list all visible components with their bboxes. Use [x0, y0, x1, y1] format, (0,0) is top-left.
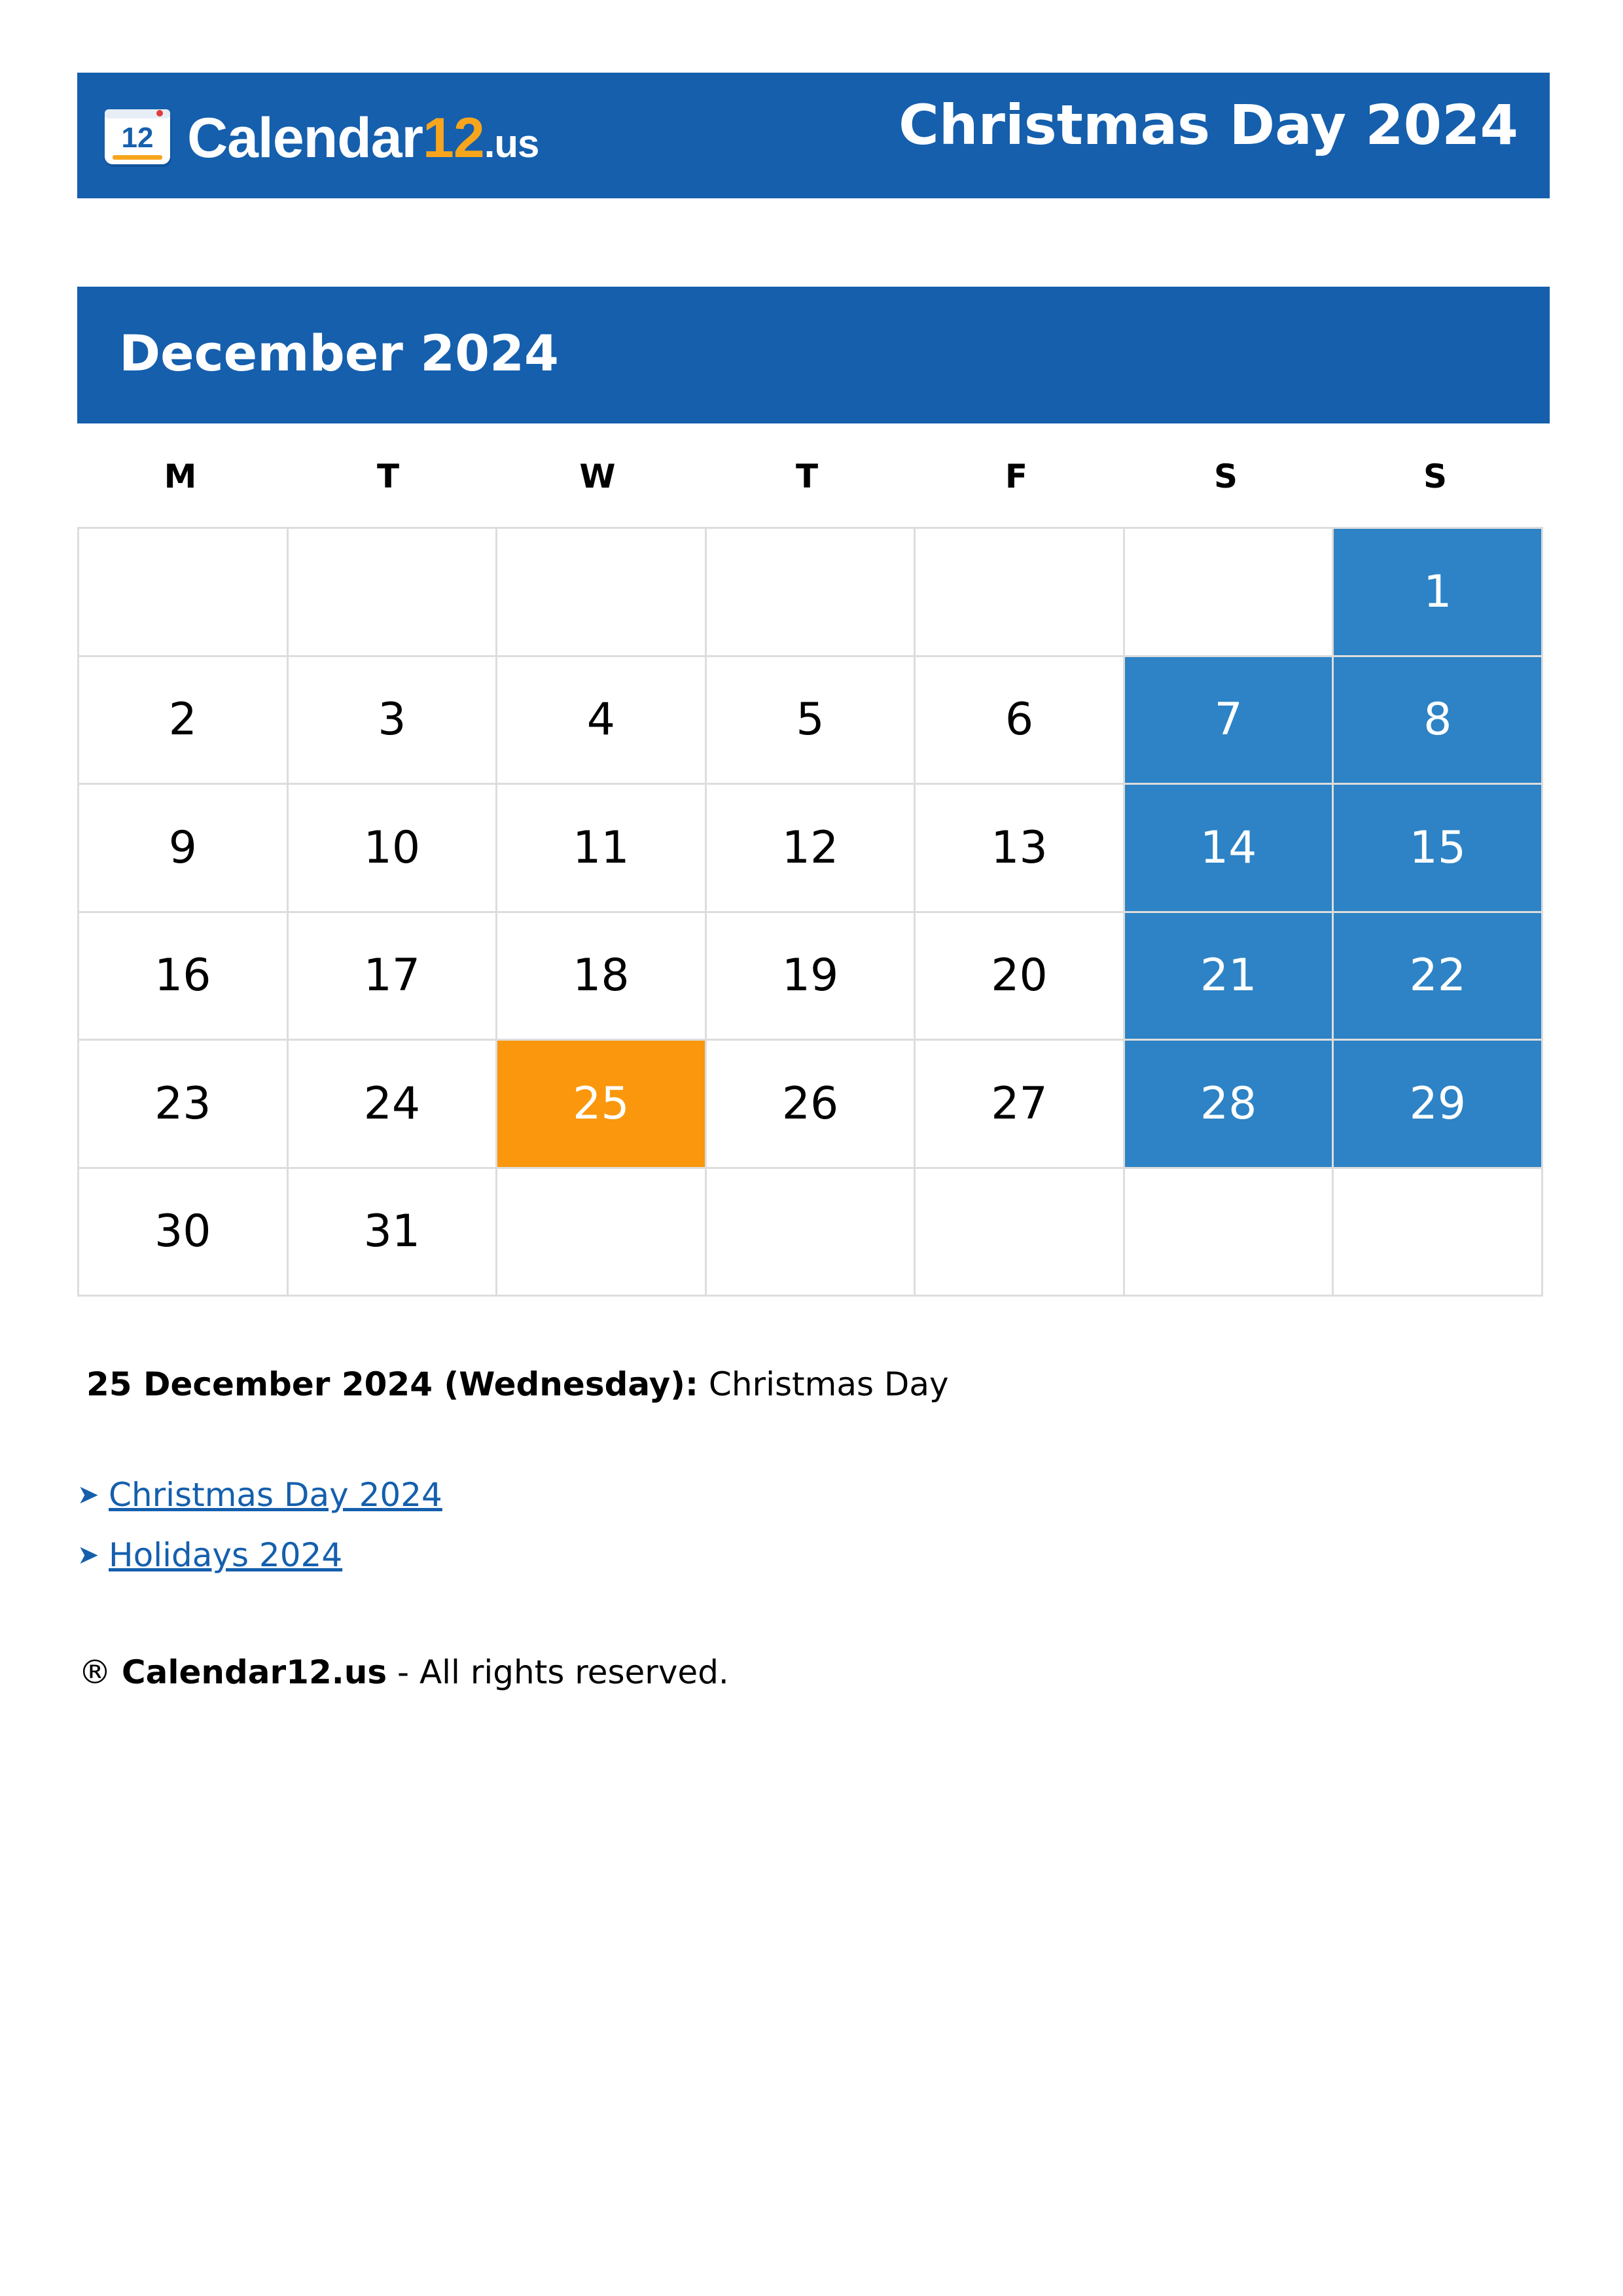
logo-wordmark [187, 107, 539, 170]
day-cell: 16 [79, 913, 289, 1041]
calendar-grid [77, 527, 1543, 1297]
list-item [77, 1465, 442, 1525]
day-cell-weekend: 22 [1334, 913, 1543, 1041]
day-cell: 18 [497, 913, 707, 1041]
related-links [77, 1465, 442, 1585]
site-header [77, 73, 1550, 198]
christmas-day-link[interactable]: Christmas Day 2024 [109, 1476, 442, 1514]
holiday-name: Christmas Day [708, 1365, 949, 1403]
day-cell: 4 [497, 657, 707, 785]
arrow-icon: ➤ [77, 1540, 99, 1570]
day-cell: 3 [289, 657, 498, 785]
day-cell-empty [1125, 1169, 1334, 1297]
page-title: Christmas Day 2024 [899, 93, 1518, 157]
day-cell-weekend: 28 [1125, 1041, 1334, 1169]
day-cell-empty [497, 1169, 707, 1297]
day-cell: 5 [707, 657, 916, 785]
weekday-label: S [1423, 457, 1447, 495]
footer [79, 1653, 729, 1692]
day-cell: 6 [916, 657, 1125, 785]
weekday-row [77, 450, 1543, 503]
calendar-icon [105, 109, 173, 167]
weekday-label: T [376, 457, 400, 495]
weekday-label: W [579, 457, 616, 495]
registered-symbol: ® [79, 1653, 111, 1691]
day-cell: 24 [289, 1041, 498, 1169]
day-cell: 13 [916, 785, 1125, 913]
day-cell-empty [497, 529, 707, 657]
day-cell-empty [707, 1169, 916, 1297]
holiday-date: 25 December 2024 (Wednesday): [86, 1365, 699, 1403]
day-cell: 11 [497, 785, 707, 913]
day-cell: 27 [916, 1041, 1125, 1169]
day-cell-empty [289, 529, 498, 657]
holiday-description [86, 1365, 949, 1404]
day-cell: 20 [916, 913, 1125, 1041]
logo-tld: .us [484, 122, 539, 166]
footer-text: - All rights reserved. [397, 1653, 729, 1691]
weekday-label: M [164, 457, 197, 495]
day-cell: 26 [707, 1041, 916, 1169]
day-cell-empty [79, 529, 289, 657]
day-cell-empty [1125, 529, 1334, 657]
day-cell-empty [707, 529, 916, 657]
list-item [77, 1525, 442, 1585]
holidays-link[interactable]: Holidays 2024 [109, 1536, 343, 1574]
day-cell: 31 [289, 1169, 498, 1297]
logo-badge-text: 12 [121, 122, 154, 154]
day-cell: 23 [79, 1041, 289, 1169]
weekday-label: T [795, 457, 819, 495]
logo-number: 12 [423, 107, 484, 170]
day-cell: 30 [79, 1169, 289, 1297]
day-cell-weekend: 14 [1125, 785, 1334, 913]
day-cell-weekend: 29 [1334, 1041, 1543, 1169]
footer-brand: Calendar12.us [121, 1653, 387, 1691]
month-header [77, 287, 1550, 423]
month-title: December 2024 [119, 324, 559, 382]
site-logo[interactable] [105, 107, 539, 170]
day-cell: 12 [707, 785, 916, 913]
logo-name: Calendar [187, 107, 423, 170]
day-cell: 19 [707, 913, 916, 1041]
day-cell-empty [916, 1169, 1125, 1297]
day-cell: 10 [289, 785, 498, 913]
day-cell-weekend: 1 [1334, 529, 1543, 657]
day-cell-holiday: 25 [497, 1041, 707, 1169]
weekday-label: F [1005, 457, 1028, 495]
day-cell-weekend: 15 [1334, 785, 1543, 913]
day-cell-empty [1334, 1169, 1543, 1297]
day-cell-weekend: 7 [1125, 657, 1334, 785]
day-cell: 2 [79, 657, 289, 785]
arrow-icon: ➤ [77, 1480, 99, 1510]
day-cell: 17 [289, 913, 498, 1041]
weekday-label: S [1213, 457, 1238, 495]
day-cell-weekend: 8 [1334, 657, 1543, 785]
day-cell-empty [916, 529, 1125, 657]
day-cell-weekend: 21 [1125, 913, 1334, 1041]
day-cell: 9 [79, 785, 289, 913]
